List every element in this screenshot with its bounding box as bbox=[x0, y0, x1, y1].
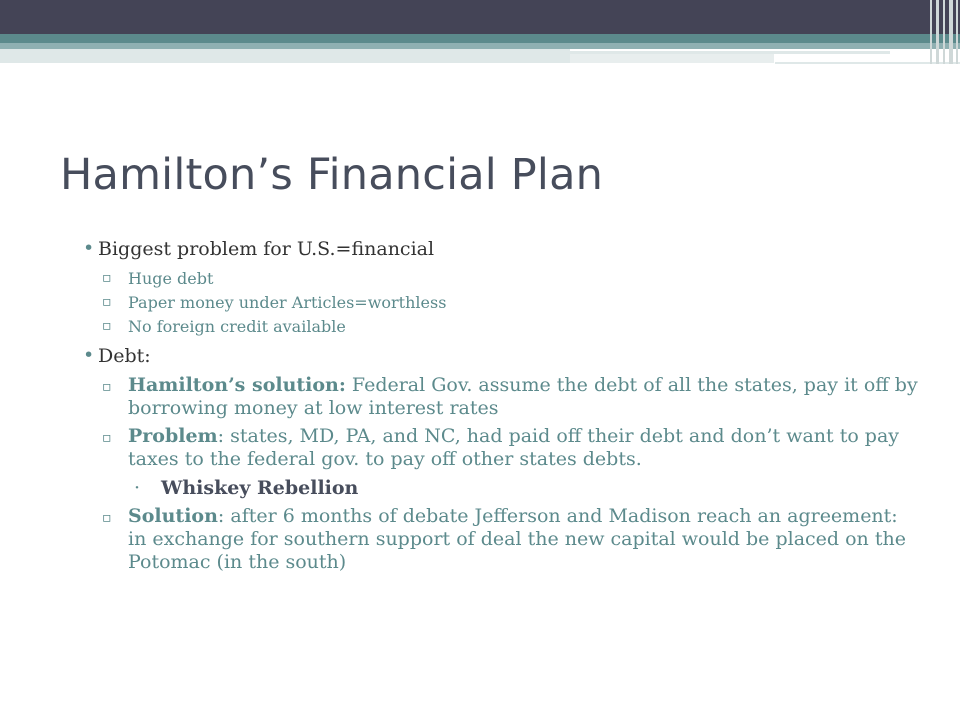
slide-title: Hamilton’s Financial Plan bbox=[60, 150, 604, 200]
sub-bullet-item bbox=[102, 505, 918, 574]
bullet-dot-icon: • bbox=[83, 237, 95, 259]
sub-bullet-bold: Problem bbox=[128, 425, 218, 447]
square-bullet-icon: ▫ bbox=[102, 430, 112, 446]
sub-bullet-item bbox=[102, 269, 918, 288]
header-teal-bar bbox=[0, 34, 960, 43]
square-bullet-icon: ▫ bbox=[102, 294, 112, 310]
sub-bullet-text: No foreign credit available bbox=[128, 317, 346, 336]
sub-bullet-bold: Solution bbox=[128, 505, 218, 527]
sub-bullet-item bbox=[102, 317, 918, 336]
sub-bullet-item bbox=[102, 425, 918, 471]
dot-bullet-icon: · bbox=[134, 477, 141, 499]
square-bullet-icon: ▫ bbox=[102, 379, 112, 395]
bullet-text: Debt: bbox=[98, 345, 151, 367]
bullet-dot-icon: • bbox=[83, 344, 95, 366]
slide-content bbox=[83, 237, 918, 579]
sub-bullet-text: Paper money under Articles=worthless bbox=[128, 293, 447, 312]
bullet-item bbox=[83, 344, 918, 369]
sub-sub-bullet-item bbox=[134, 476, 918, 500]
bullet-item bbox=[83, 237, 918, 262]
sub-bullet-text: Federal Gov. assume the debt of all the states, pay it off by borrowing money at low interest rates bbox=[128, 374, 918, 419]
sub-bullet-text: Huge debt bbox=[128, 269, 214, 288]
square-bullet-icon: ▫ bbox=[102, 318, 112, 334]
sub-bullet-item bbox=[102, 293, 918, 312]
header-dark-bar bbox=[0, 0, 960, 34]
header-strip bbox=[570, 54, 774, 63]
sub-sub-bullet-text: Whiskey Rebellion bbox=[161, 477, 359, 499]
sub-bullet-item bbox=[102, 374, 918, 420]
sub-bullet-bold: Hamilton’s solution: bbox=[128, 374, 346, 396]
bullet-text: Biggest problem for U.S.=financial bbox=[98, 238, 435, 260]
sub-bullet-text: : states, MD, PA, and NC, had paid off their debt and don’t want to pay taxes to the federal gov. to pay off other states debts. bbox=[128, 425, 900, 470]
sub-bullet-text: : after 6 months of debate Jefferson and Madison reach an agreement: in exchange for southern support of deal the new capital would be placed on the Potomac (in the south) bbox=[128, 505, 906, 573]
square-bullet-icon: ▫ bbox=[102, 510, 112, 526]
square-bullet-icon: ▫ bbox=[102, 270, 112, 286]
header-pale-bar bbox=[0, 49, 570, 63]
header-vertical-lines bbox=[928, 0, 960, 64]
